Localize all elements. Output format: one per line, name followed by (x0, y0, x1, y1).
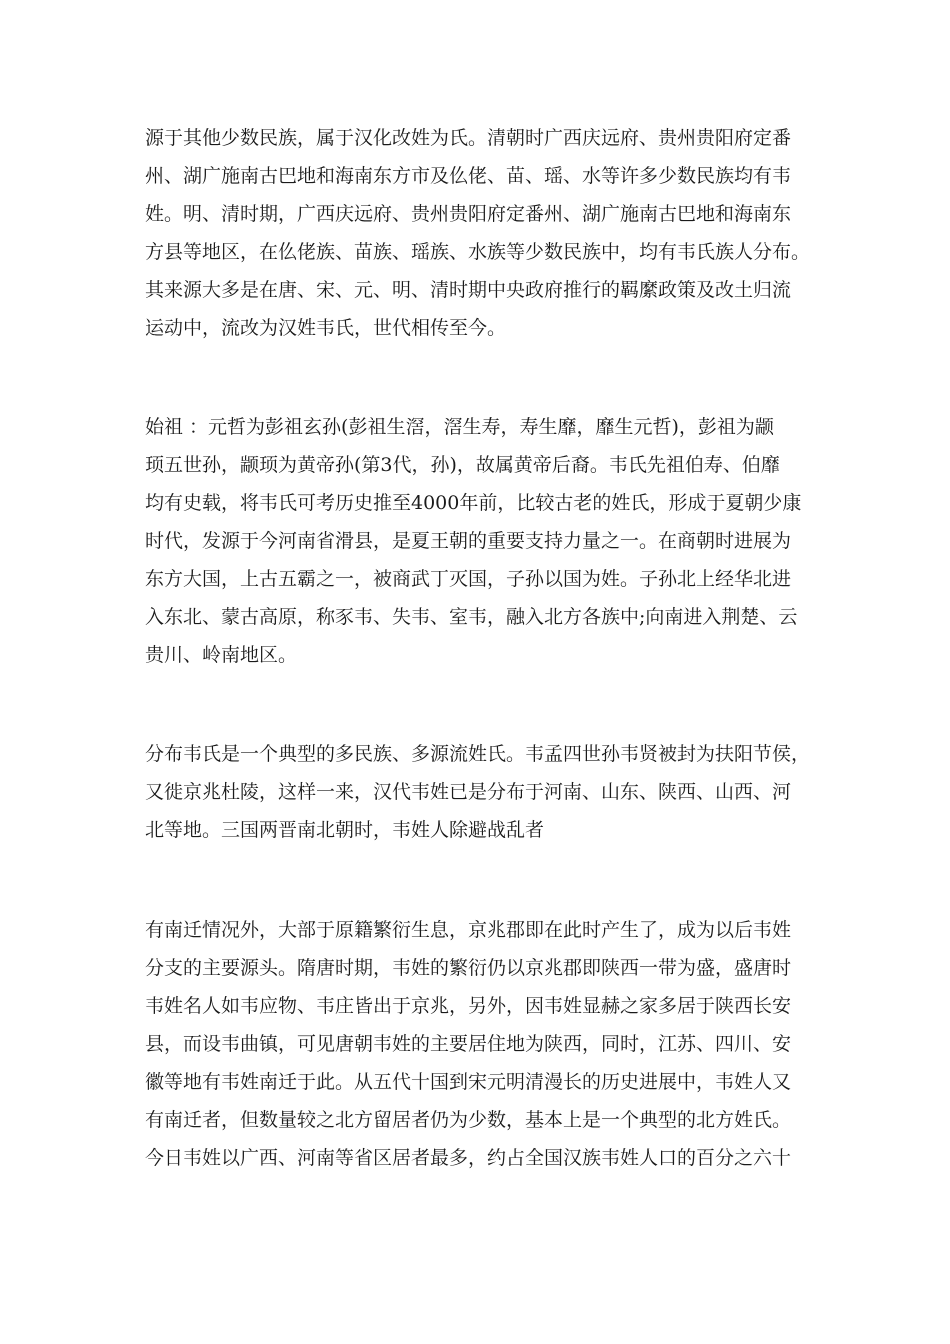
text-line: 有南迁情况外，大部于原籍繁衍生息，京兆郡即在此时产生了，成为以后韦姓 (145, 919, 792, 941)
text-line: 今日韦姓以广西、河南等省区居者最多，约占全国汉族韦姓人口的百分之六十 (145, 1147, 792, 1169)
text-line: 方县等地区，在仫佬族、苗族、瑶族、水族等少数民族中，均有韦氏族人分布。 (145, 241, 811, 263)
text-line: 贵川、岭南地区。 (145, 644, 298, 666)
text-line: 源于其他少数民族，属于汉化改姓为氏。清朝时广西庆远府、贵州贵阳府定番 (145, 127, 792, 149)
text-line: 又徙京兆杜陵，这样一来，汉代韦姓已是分布于河南、山东、陕西、山西、河 (145, 781, 792, 803)
text-line: 入东北、蒙古高原，称豕韦、失韦、室韦，融入北方各族中;向南进入荆楚、云 (145, 606, 798, 628)
text-line: 均有史载，将韦氏可考历史推至4000年前，比较古老的姓氏，形成于夏朝少康 (145, 492, 802, 514)
text-line: 东方大国，上古五霸之一，被商武丁灭国，子孙以国为姓。子孙北上经华北进 (145, 568, 792, 590)
text-line: 姓。明、清时期，广西庆远府、贵州贵阳府定番州、湖广施南古巴地和海南东 (145, 203, 792, 225)
text-line: 始祖 ：元哲为彭祖玄孙(彭祖生滘，滘生寿，寿生靡，靡生元哲)，彭祖为颛 (145, 416, 774, 438)
paragraph-origin (145, 119, 825, 347)
text-line: 州、湖广施南古巴地和海南东方市及仫佬、苗、瑶、水等许多少数民族均有韦 (145, 165, 792, 187)
text-line: 顼五世孙，颛顼为黄帝孙(第3代，孙)，故属黄帝后裔。韦氏先祖伯寿、伯靡 (145, 454, 780, 476)
text-line: 县，而设韦曲镇，可见唐朝韦姓的主要居住地为陕西，同时，江苏、四川、安 (145, 1033, 792, 1055)
text-line: 运动中，流改为汉姓韦氏，世代相传至今。 (145, 317, 507, 339)
text-line: 北等地。三国两晋南北朝时，韦姓人除避战乱者 (145, 819, 545, 841)
text-line: 有南迁者，但数量较之北方留居者仍为少数，基本上是一个典型的北方姓氏。 (145, 1109, 792, 1131)
paragraph-migration (145, 911, 825, 1177)
text-line: 时代，发源于今河南省滑县，是夏王朝的重要支持力量之一。在商朝时进展为 (145, 530, 792, 552)
text-line: 徽等地有韦姓南迁于此。从五代十国到宋元明清漫长的历史进展中，韦姓人又 (145, 1071, 792, 1093)
text-line: 分支的主要源头。隋唐时期，韦姓的繁衍仍以京兆郡即陕西一带为盛，盛唐时 (145, 957, 792, 979)
text-line: 分布韦氏是一个典型的多民族、多源流姓氏。韦孟四世孙韦贤被封为扶阳节侯， (145, 743, 811, 765)
text-line: 韦姓名人如韦应物、韦庄皆出于京兆，另外，因韦姓显赫之家多居于陕西长安 (145, 995, 792, 1017)
paragraph-distribution (145, 735, 825, 849)
paragraph-ancestor (145, 408, 825, 674)
text-line: 其来源大多是在唐、宋、元、明、清时期中央政府推行的羁縻政策及改土归流 (145, 279, 792, 301)
